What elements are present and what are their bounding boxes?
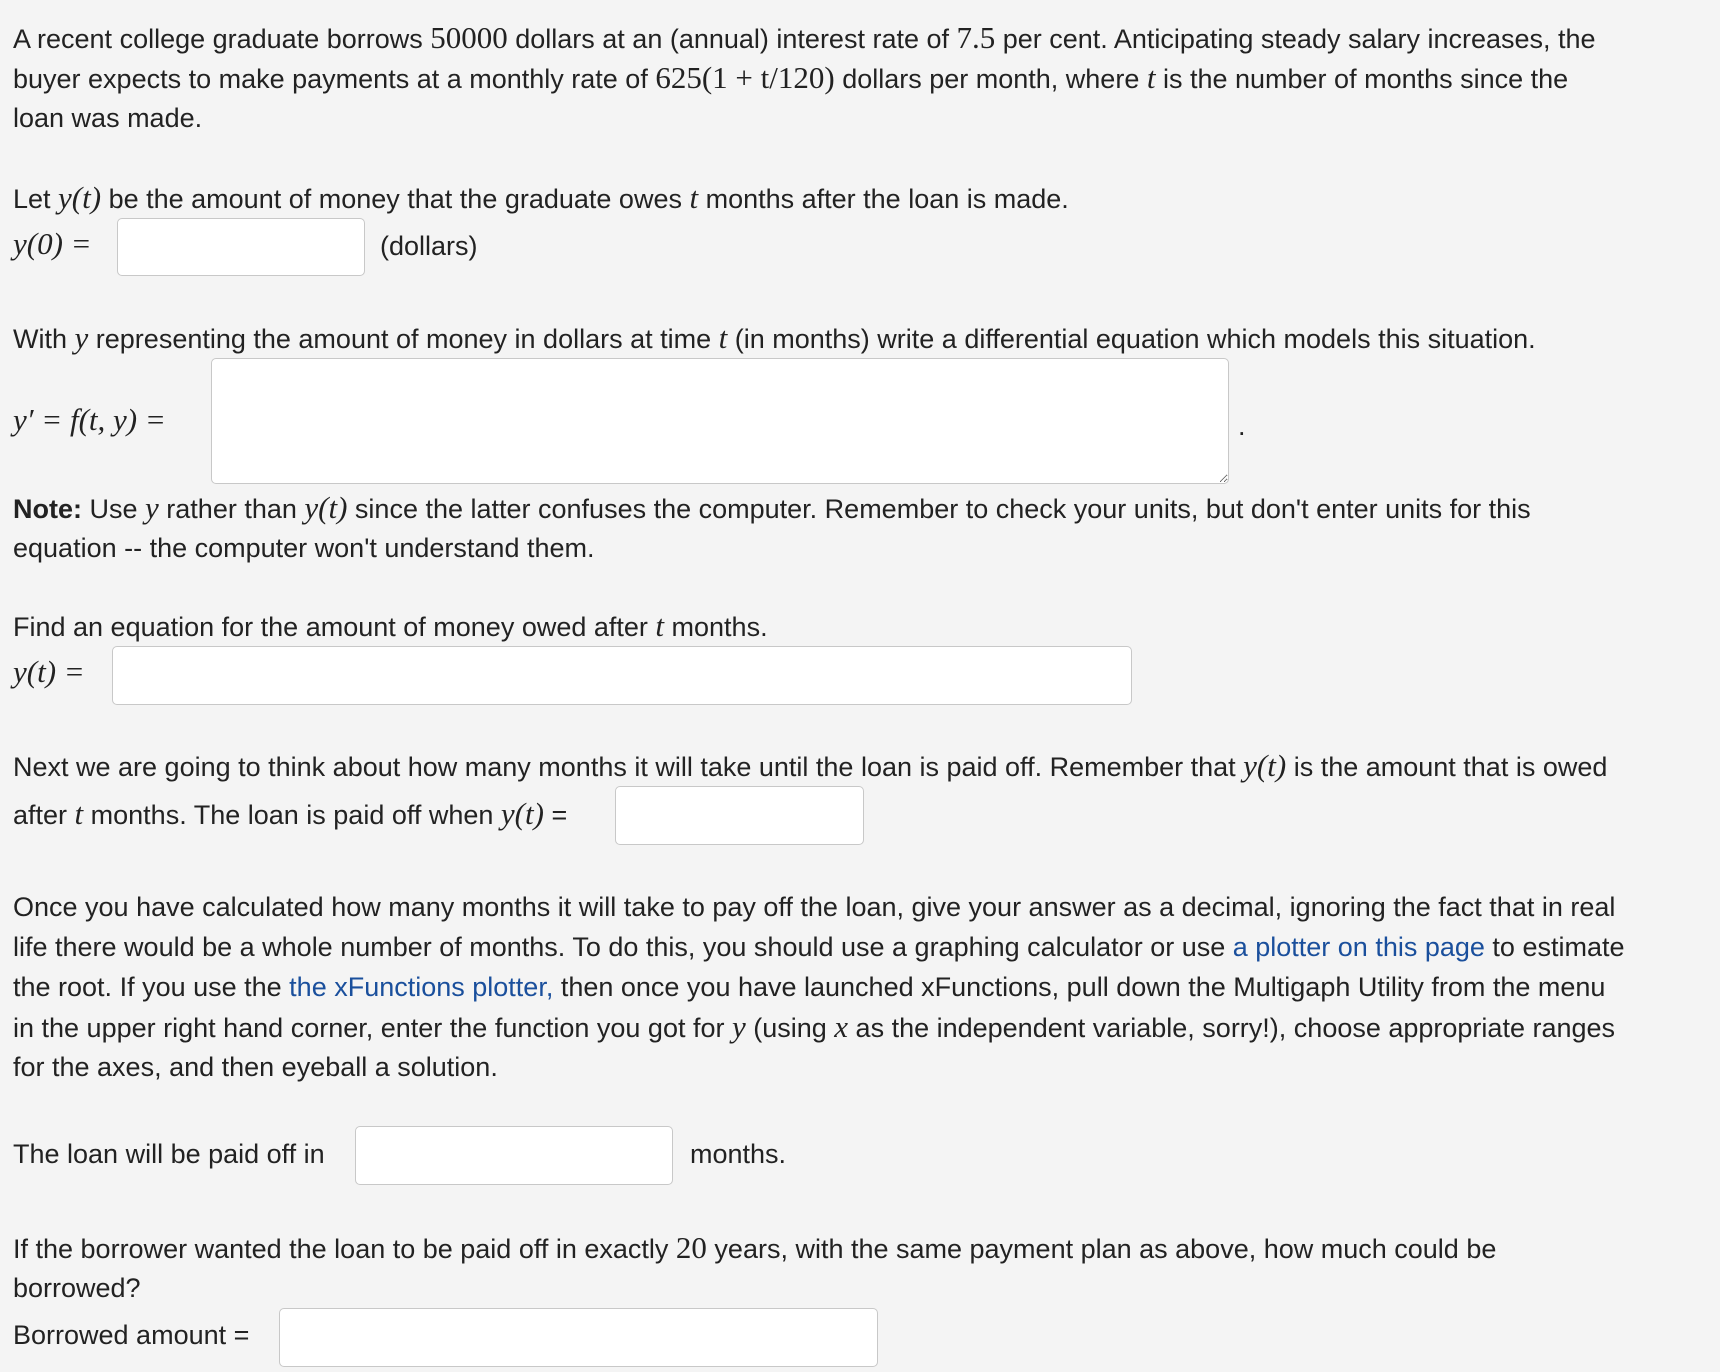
plotter-link[interactable]: a plotter on this page [1232,932,1485,962]
intro-line-2 [13,58,1568,99]
math-var-t: t [1146,60,1156,95]
rate-value: 7.5 [956,20,996,55]
years-value: 20 [675,1230,707,1265]
q5-line-5: for the axes, and then eyeball a solution. [13,1052,498,1082]
math-y-of-t: y(t) [500,796,544,831]
intro-text: loan was made. [13,103,203,133]
math-var-t: t [655,608,665,643]
q2-prompt [13,318,1536,359]
q5-line-1: Once you have calculated how many months it will take to pay off the loan, give your answer as a decimal, ignoring the fact that in real [13,892,1616,922]
q5-text: then once you have launched xFunctions, pull down the Multigaph Utility from the menu [553,972,1606,1002]
q5-line-2 [13,927,1624,967]
q1-text: months after the loan is made. [698,184,1069,214]
note-text: Use [82,494,146,524]
borrowed-amount-label: Borrowed amount = [13,1320,250,1350]
intro-text: buyer expects to make payments at a monthly rate of [13,64,656,94]
math-var-t: t [718,320,728,355]
intro-line-3 [13,98,202,138]
q3-text: months. [664,612,768,642]
intro-line-1 [13,18,1596,59]
q4-line-1 [13,746,1607,787]
q2-text: (in months) write a differential equation which models this situation. [727,324,1536,354]
q5-text: life there would be a whole number of months. To do this, you should use a graphing calculator or use [13,932,1233,962]
y-of-t-equation-input[interactable] [112,646,1132,705]
q3-prompt [13,606,768,647]
q5-text: to estimate [1484,932,1625,962]
note-text: rather than [158,494,305,524]
intro-text: dollars at an (annual) interest rate of [507,24,957,54]
payment-expression: 625(1 + t/120) [655,60,835,95]
q6-label: The loan will be paid off in [13,1139,325,1169]
q1-text: be the amount of money that the graduate owes [101,184,690,214]
q7-text: If the borrower wanted the loan to be paid off in exactly [13,1234,676,1264]
xfunctions-plotter-link[interactable]: the xFunctions plotter, [289,972,554,1002]
q2-period: . [1238,411,1246,441]
q2-text: representing the amount of money in dollars at time [88,324,719,354]
math-var-y: y [731,1009,746,1044]
intro-text: dollars per month, where [834,64,1147,94]
q5-text: the root. If you use the [13,972,290,1002]
q4-text: = [543,800,568,830]
math-var-t: t [689,180,699,215]
math-var-t: t [74,796,84,831]
note-line-1 [13,488,1531,529]
math-y-of-t: y(t) [58,180,102,215]
q4-line-2 [13,794,567,835]
math-var-y: y [74,320,89,355]
intro-text: is the number of months since the [1155,64,1569,94]
q5-text: (using [745,1013,835,1043]
intro-text: per cent. Anticipating steady salary increases, the [995,24,1596,54]
q1-unit-label: (dollars) [380,231,478,261]
q7-line-1 [13,1228,1496,1269]
note-text: since the latter confuses the computer. Remember to check your units, but don't enter units for this [347,494,1531,524]
q4-text: months. The loan is paid off when [83,800,501,830]
q7-text: years, with the same payment plan as above, how much could be [706,1234,1497,1264]
math-var-y: y [145,490,159,525]
differential-equation-input[interactable] [211,358,1229,484]
note-line-2: equation -- the computer won't understand them. [13,533,595,563]
q4-text: is the amount that is owed [1286,752,1608,782]
payoff-value-input[interactable] [615,786,864,845]
q1-prompt [13,178,1069,219]
q1-lhs-label: y(0) = [13,226,92,261]
q1-text: Let [13,184,59,214]
q5-line-4 [13,1007,1615,1048]
math-y-of-t: y(t) [1243,748,1287,783]
q3-text: Find an equation for the amount of money owed after [13,612,656,642]
q6-unit-label: months. [690,1139,787,1169]
principal-value: 50000 [430,20,508,55]
math-var-x: x [834,1009,849,1044]
q5-line-3 [13,967,1605,1007]
q5-text: as the independent variable, sorry!), choose appropriate ranges [848,1013,1616,1043]
q5-text: in the upper right hand corner, enter the function you got for [13,1013,732,1043]
q4-text: after [13,800,75,830]
note-label: Note: [13,494,82,524]
q3-lhs-label: y(t) = [13,654,85,689]
intro-text: A recent college graduate borrows [13,24,431,54]
q2-lhs-label: y′ = f(t, y) = [13,402,166,437]
borrowed-amount-input[interactable] [279,1308,878,1367]
math-y-of-t: y(t) [304,490,348,525]
y0-input[interactable] [117,218,365,276]
q2-text: With [13,324,75,354]
q4-text: Next we are going to think about how many months it will take until the loan is paid off. Remember that [13,752,1244,782]
q7-line-2: borrowed? [13,1273,141,1303]
months-input[interactable] [355,1126,673,1185]
